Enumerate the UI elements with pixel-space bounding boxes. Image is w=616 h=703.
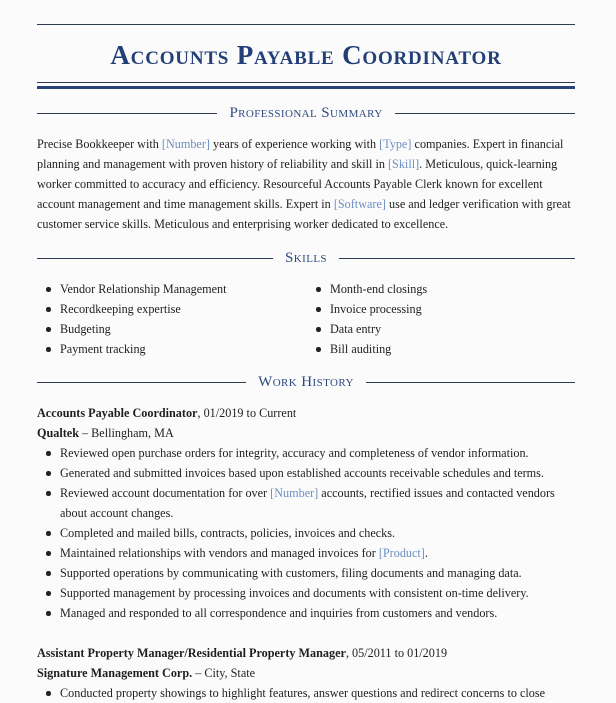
text-run: accounts, rectified issues and contacted vendors about account changes. (60, 486, 555, 520)
job-bullet-item (37, 683, 582, 703)
job-bullets (37, 443, 582, 623)
section-title: Work History (258, 373, 354, 390)
text-run: Reviewed account documentation for over (60, 486, 271, 500)
skills-column-right (307, 279, 427, 359)
skill-item: Invoice processing (307, 299, 427, 319)
section-heading-skills (37, 250, 575, 266)
job-company: Signature Management Corp. (37, 666, 193, 680)
heading-rule-right (366, 382, 575, 383)
text-run: Supported operations by communicating with customers, filing documents and managing data. (60, 566, 522, 580)
placeholder-token: [Number] (270, 486, 319, 500)
placeholder-token: [Software] (333, 197, 386, 211)
job-title: Assistant Property Manager/Residential Property Manager (37, 646, 346, 660)
text-run: use and ledger verification with great customer service skills. Meticulous and enterprising worker dedicated to excellence. (37, 197, 571, 231)
section-heading-summary (37, 105, 575, 121)
heading-rule-left (37, 258, 273, 259)
placeholder-token: [Number] (161, 137, 210, 151)
placeholder-token: [Product] (378, 546, 425, 560)
job-bullets (37, 683, 582, 703)
text-run: Maintained relationships with vendors and managed invoices for (60, 546, 379, 560)
skill-item: Vendor Relationship Management (37, 279, 307, 299)
section-title: Skills (285, 249, 327, 266)
text-run: Generated and submitted invoices based upon established accounts receivable schedules and terms. (60, 466, 544, 480)
text-run: years of experience working with (209, 137, 380, 151)
placeholder-token: [Type] (379, 137, 412, 151)
skills-column-left (37, 279, 307, 359)
skill-item: Bill auditing (307, 339, 427, 359)
header-divider-thick (37, 86, 575, 89)
heading-rule-left (37, 382, 246, 383)
job-location: – City, State (192, 666, 256, 680)
heading-rule-right (395, 113, 575, 114)
job-bullet-item (37, 483, 582, 523)
job-entry (37, 643, 582, 703)
job-bullet-item (37, 603, 582, 623)
job-bullet-item (37, 463, 582, 483)
section-title: Professional Summary (229, 104, 383, 121)
top-divider (37, 24, 575, 25)
skill-item: Month-end closings (307, 279, 427, 299)
text-run: companies. Expert in financial planning and management with proven history of reliability and skill in (37, 137, 564, 171)
text-run: Managed and responded to all correspondence and inquiries from customers and vendors. (60, 606, 498, 620)
job-bullet-item (37, 563, 582, 583)
job-company: Qualtek (37, 426, 79, 440)
text-run: Reviewed open purchase orders for integrity, accuracy and completeness of vendor information. (60, 446, 529, 460)
job-dates: , 01/2019 to Current (197, 406, 297, 420)
text-run: Supported management by processing invoices and documents with consistent on-time delivery. (60, 586, 529, 600)
job-bullet-item (37, 443, 582, 463)
job-entry (37, 403, 582, 623)
resume-name-title: Accounts Payable Coordinator (110, 40, 502, 70)
heading-rule-left (37, 113, 217, 114)
job-bullet-item (37, 523, 582, 543)
skills-list (37, 279, 575, 359)
text-run: . Meticulous, quick-learning worker committed to accuracy and efficiency. Resourceful Accounts Payable Clerk known for excellent account management and time management skills. Expert in (37, 157, 558, 211)
summary-paragraph (37, 134, 577, 234)
job-title-line (37, 643, 582, 663)
job-company-line (37, 663, 582, 683)
text-run: Conducted property showings to highlight features, answer questions and redirect concerns to close (60, 686, 546, 700)
heading-rule-right (339, 258, 575, 259)
job-company-line (37, 423, 582, 443)
skill-item: Data entry (307, 319, 427, 339)
section-heading-work-history (37, 374, 575, 390)
skill-item: Payment tracking (37, 339, 307, 359)
job-location: – Bellingham, MA (78, 426, 174, 440)
skill-item: Budgeting (37, 319, 307, 339)
text-run: Precise Bookkeeper with (37, 137, 162, 151)
job-bullet-item (37, 543, 582, 563)
job-bullet-item (37, 583, 582, 603)
job-dates: , 05/2011 to 01/2019 (345, 646, 448, 660)
text-run: Completed and mailed bills, contracts, policies, invoices and checks. (60, 526, 396, 540)
header-divider-thin (37, 82, 575, 83)
text-run: . (424, 546, 428, 560)
skill-item: Recordkeeping expertise (37, 299, 307, 319)
job-title: Accounts Payable Coordinator (37, 406, 198, 420)
placeholder-token: [Skill] (388, 157, 420, 171)
job-title-line (37, 403, 582, 423)
